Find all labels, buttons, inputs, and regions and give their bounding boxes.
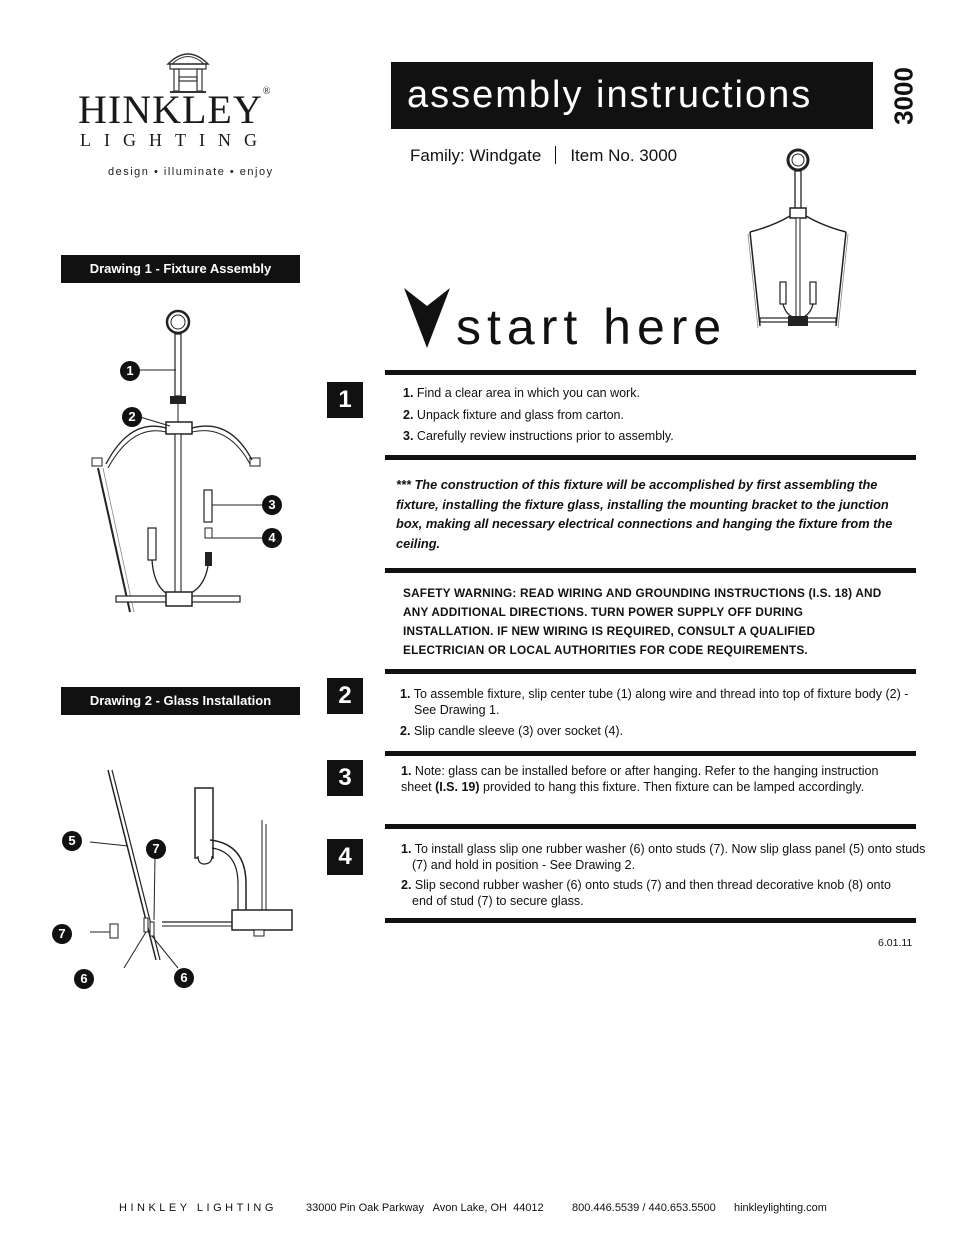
step1-item-1: 1. Find a clear area in which you can work.	[403, 386, 640, 400]
drawing2-callout-6-left: 6	[74, 969, 94, 989]
drawing1-callout-1: 1	[120, 361, 140, 381]
revision-date: 6.01.11	[878, 937, 913, 949]
start-here-heading: start here	[456, 299, 728, 355]
step1-item-3: 3. Carefully review instructions prior to assembly.	[403, 429, 674, 443]
footer-brand: HINKLEY LIGHTING	[119, 1202, 277, 1214]
family-item-line	[410, 146, 677, 166]
logo-wordmark: HINKLEY®	[78, 86, 272, 132]
drawing-2-label: Drawing 2 - Glass Installation	[61, 687, 300, 715]
step2-top-rule	[385, 669, 916, 674]
safety-top-rule	[385, 568, 916, 573]
start-arrow-icon	[404, 288, 450, 350]
drawing2-callout-7-right: 7	[146, 839, 166, 859]
note-top-rule	[385, 455, 916, 460]
drawing-1-fixture-assembly	[70, 300, 310, 620]
family-label: Family: Windgate	[410, 146, 542, 165]
drawing2-callout-6-right: 6	[174, 968, 194, 988]
logo-subtitle: LIGHTING	[80, 130, 270, 150]
drawing-2-glass-installation	[50, 760, 310, 1000]
footer-address: 33000 Pin Oak Parkway Avon Lake, OH 44012	[306, 1202, 544, 1214]
drawing1-callout-3: 3	[262, 495, 282, 515]
step-2-number: 2	[327, 678, 363, 714]
title-banner: assembly instructions	[391, 62, 873, 129]
drawing1-callout-4: 4	[262, 528, 282, 548]
drawing-1-label: Drawing 1 - Fixture Assembly	[61, 255, 300, 283]
logo-tagline: design • illuminate • enjoy	[108, 166, 274, 178]
step4-item-2: 2. Slip second rubber washer (6) onto studs (7) and then thread decorative knob (8) onto end of stud (7) to secure glass.	[401, 878, 891, 908]
drawing2-callout-5: 5	[62, 831, 82, 851]
step2-item-1: 1. To assemble fixture, slip center tube (1) along wire and thread into top of fixture body (2) - See Drawing 1.	[400, 687, 909, 717]
step-4-number: 4	[327, 839, 363, 875]
footer-website[interactable]: hinkleylighting.com	[734, 1202, 827, 1214]
safety-warning: SAFETY WARNING: READ WIRING AND GROUNDING INSTRUCTIONS (I.S. 18) AND ANY ADDITIONAL DIRECTIONS. TURN POWER SUPPLY OFF DURING INSTALLATION. IF NEW WIRING IS REQUIRED, CONSULT A QUALIFIED ELECTRICIAN OR LOCAL AUTHORITIES FOR CODE REQUIREMENTS.	[403, 586, 882, 657]
drawing1-callout-2: 2	[122, 407, 142, 427]
fixture-illustration	[738, 146, 858, 336]
assembly-note: *** The construction of this fixture will be accomplished by first assembling the fixture, installing the fixture glass, installing the mounting bracket to the junction box, making all necessary electrical connections and hanging the fixture from the ceiling.	[396, 477, 893, 551]
footer-phone: 800.446.5539 / 440.653.5500	[572, 1202, 716, 1214]
drawing2-callout-7-left: 7	[52, 924, 72, 944]
step4-top-rule	[385, 824, 916, 829]
step1-top-rule	[385, 370, 916, 375]
step4-item-1: 1. To install glass slip one rubber washer (6) onto studs (7). Now slip glass panel (5) onto studs (7) and hold in position - See Drawing 2.	[401, 842, 926, 872]
step3-top-rule	[385, 751, 916, 756]
bottom-rule	[385, 918, 916, 923]
step1-item-2: 2. Unpack fixture and glass from carton.	[403, 407, 624, 422]
step-3-number: 3	[327, 760, 363, 796]
step-1-number: 1	[327, 382, 363, 418]
step3-item-1: 1. Note: glass can be installed before or after hanging. Refer to the hanging instruction sheet (I.S. 19) provided to hang this fixture. Then fixture can be lamped accordingly.	[401, 764, 879, 794]
step1-list	[403, 383, 903, 448]
item-label: Item No. 3000	[570, 146, 678, 165]
item-number-vertical: 3000	[888, 67, 919, 125]
step2-item-2: 2. Slip candle sleeve (3) over socket (4).	[400, 724, 624, 738]
